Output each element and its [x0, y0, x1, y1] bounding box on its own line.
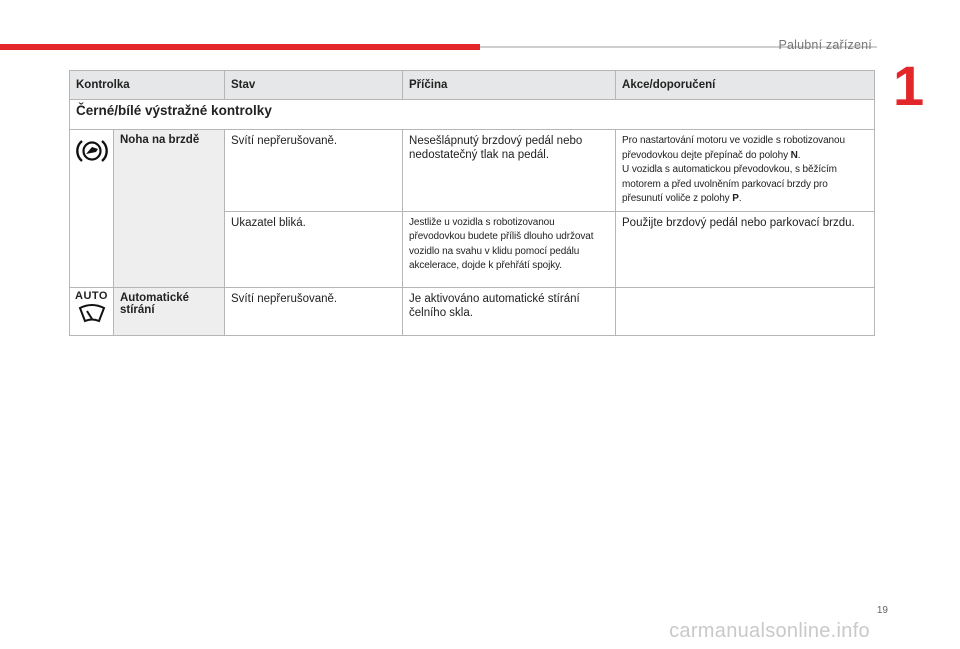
warning-name: Automatické stírání — [114, 287, 225, 335]
pricina-cell: Nesešlápnutý brzdový pedál nebo nedostatečný tlak na pedál. — [403, 130, 616, 212]
table-row — [70, 130, 875, 212]
warning-lights-table — [69, 70, 875, 336]
watermark: carmanualsonline.info — [669, 620, 870, 642]
akce-cell: Pro nastartování motoru ve vozidle s robotizovanou převodovkou dejte přepínač do polohy N. U vozidla s automatickou převodovkou, s běžícím motorem a před uvolněním parkovací brzdy pro přesunutí voliče z polohy P. — [616, 130, 875, 212]
column-header-kontrolka: Kontrolka — [70, 71, 225, 100]
auto-wiper-icon — [77, 315, 107, 327]
pricina-cell: Jestliže u vozidla s robotizovanou převodovkou budete příliš dlouho udržovat vozidlo na svahu v klidu pomocí pedálu akcelerace, dojde k přehřátí spojky. — [403, 211, 616, 287]
akce-cell: Použijte brzdový pedál nebo parkovací brzdu. — [616, 211, 875, 287]
auto-label: AUTO — [75, 289, 108, 302]
stav-cell: Ukazatel bliká. — [225, 211, 403, 287]
icon-cell — [70, 287, 114, 335]
table-header-row — [70, 71, 875, 100]
akce-cell — [616, 287, 875, 335]
category-row — [70, 100, 875, 130]
header-red-bar — [0, 44, 480, 50]
column-header-akce: Akce/doporučení — [616, 71, 875, 100]
stav-cell: Svítí nepřerušovaně. — [225, 130, 403, 212]
page-number: 19 — [876, 605, 888, 616]
foot-on-brake-icon — [75, 155, 109, 167]
section-title: Palubní zařízení — [778, 38, 872, 52]
pricina-cell: Je aktivováno automatické stírání čelního skla. — [403, 287, 616, 335]
warning-name: Noha na brzdě — [114, 130, 225, 288]
category-title: Černé/bílé výstražné kontrolky — [70, 100, 875, 130]
column-header-pricina: Příčina — [403, 71, 616, 100]
column-header-stav: Stav — [225, 71, 403, 100]
table-row — [70, 287, 875, 335]
icon-cell — [70, 130, 114, 288]
chapter-number: 1 — [893, 54, 925, 117]
stav-cell: Svítí nepřerušovaně. — [225, 287, 403, 335]
